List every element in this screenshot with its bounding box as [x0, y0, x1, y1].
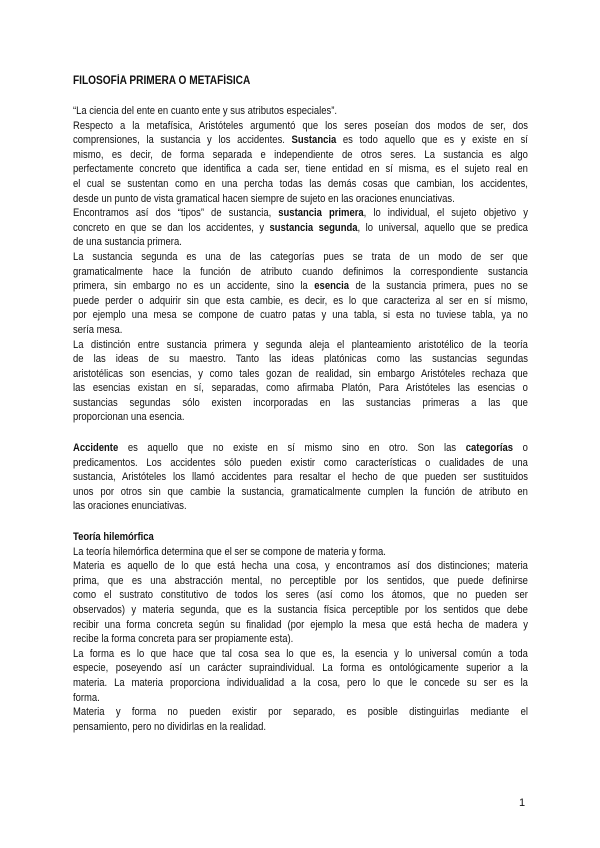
bold-term: Sustancia — [291, 134, 337, 147]
text-line — [73, 338, 528, 353]
text-run: forma. — [73, 691, 100, 704]
text-line — [73, 265, 528, 280]
blank-line — [73, 514, 528, 530]
text-run: gramaticalmente hace la función de atributo cuando definimos la correspondiente sustancia — [73, 265, 528, 278]
text-line — [73, 250, 528, 265]
text-run: o — [513, 442, 528, 455]
text-line — [73, 148, 528, 163]
text-line — [73, 470, 528, 485]
text-run: La forma es lo que hace que tal cosa sea lo que es, la esencia y lo universal común a toda — [73, 647, 528, 660]
text-run: de una sustancia primera. — [73, 236, 182, 249]
text-run: aristotélicas son esencias, y como tales gozan de realidad, sin embargo Aristóteles rechaza que — [73, 367, 528, 380]
text-line — [73, 323, 528, 338]
text-run: sustancias segundas sólo existen incorporadas en las sustancias primeras a las que — [73, 396, 528, 409]
text-line — [73, 647, 528, 662]
text-run: es todo aquello que es y existe en sí — [336, 134, 528, 147]
text-run: las oraciones enunciativas. — [73, 500, 187, 513]
text-run: sería mesa. — [73, 323, 123, 336]
text-run: Materia y forma no pueden existir por separado, es posible distinguirlas mediante el — [73, 706, 528, 719]
text-line — [73, 381, 528, 396]
text-run: , lo individual, el sujeto objetivo y — [363, 207, 528, 220]
bold-term: sustancia segunda — [269, 221, 358, 234]
text-line — [73, 545, 528, 560]
text-line — [73, 691, 528, 706]
text-run: el cual se sustentan como en una percha todas las demás cosas que cambian, los accidentes, — [73, 177, 528, 190]
text-line — [73, 603, 528, 618]
text-run: es aquello que no existe en sí mismo sino en otro. Son las — [118, 442, 466, 455]
blank-line — [73, 425, 528, 441]
text-run: mismo, es decir, de forma separada e independiente de otros seres. La sustancia es algo — [73, 148, 528, 161]
text-run: especie, poseyendo así un carácter supraindividual. La forma es ontológicamente superior a la — [73, 662, 528, 675]
text-line — [73, 410, 528, 425]
text-line — [73, 294, 528, 309]
text-line — [73, 104, 528, 119]
text-line — [73, 618, 528, 633]
text-run: pensamiento, pero no dividirlas en la realidad. — [73, 720, 267, 733]
text-run: materia. La materia proporciona individualidad a la cosa, pero lo que le concede su ser es la — [73, 676, 528, 689]
text-run: “La ciencia del ente en cuanto ente y sus atributos especiales”. — [73, 105, 337, 117]
text-run: puede perder o adquirir sin que esta cambie, es decir, es lo que caracteriza al ser en sí mismo, — [73, 294, 528, 307]
text-line — [73, 206, 528, 221]
bold-term: sustancia primera — [278, 207, 364, 220]
text-run: unos por otros sin que cambie la sustancia, gramaticalmente cumplen la función de atributo en — [73, 485, 528, 498]
text-line — [73, 588, 528, 603]
text-line — [73, 499, 528, 514]
text-run: desde un punto de vista gramatical hacen siempre de sujeto en las oraciones enunciativas. — [73, 192, 455, 205]
text-run: prima, que es una abstracción mental, no perceptible por los sentidos, que puede definirse — [73, 574, 528, 587]
text-line — [73, 396, 528, 411]
text-run: recibir una forma concreta según su finalidad (por ejemplo la mesa que está hecha de madera y — [73, 618, 528, 631]
text-run: como el sustrato constitutivo de todos los seres (así como los átomos, que no pueden ser — [73, 589, 528, 602]
text-line — [73, 162, 528, 177]
text-line — [73, 192, 528, 207]
text-run: comprensiones, la sustancia y los accidentes. — [73, 134, 292, 147]
text-line — [73, 352, 528, 367]
bold-term: Accidente — [73, 442, 119, 455]
text-line — [73, 367, 528, 382]
text-line — [73, 279, 528, 294]
text-run: por ejemplo una mesa se compone de cuatro patas y una tabla, si esta no tuviese tabla, ya no — [73, 309, 528, 322]
text-run: predicamentos. Los accidentes sólo pueden existir como características o cualidades de una — [73, 456, 528, 469]
text-run: Materia es aquello de lo que está hecha una cosa, y encontramos así dos distinciones; materia — [73, 560, 528, 573]
text-line — [73, 308, 528, 323]
text-run: La distinción entre sustancia primera y segunda aleja el planteamiento aristotélico de la teoría — [73, 338, 528, 351]
text-run: La sustancia segunda es una de las categorías pues se trata de un modo de ser que — [73, 250, 528, 263]
text-line — [73, 235, 528, 250]
text-run: de las ideas de su maestro. Tanto las ideas platónicas como las sustancias segundas — [73, 353, 528, 366]
text-line — [73, 705, 528, 720]
text-line — [73, 574, 528, 589]
text-run: , lo universal, aquello que se predica — [357, 221, 528, 234]
text-run: Respecto a la metafísica, Aristóteles argumentó que los seres poseían dos modos de ser, dos — [73, 119, 528, 132]
text-line — [73, 456, 528, 471]
bold-term: esencia — [314, 280, 350, 293]
text-line — [73, 530, 528, 545]
text-line — [73, 177, 528, 192]
page-number: 1 — [519, 797, 526, 809]
text-run: Encontramos así dos “tipos” de sustancia, — [73, 207, 279, 220]
text-run: recibe la forma concreta para ser propiamente esta). — [73, 633, 294, 646]
text-line — [73, 133, 528, 148]
text-run: las esencias existan en sí, separadas, como afirmaba Platón, Para Aristóteles las esencias o — [73, 382, 528, 395]
bold-term: categorías — [465, 442, 514, 455]
text-run: sustancia, Aristóteles los llamó accidentes para resaltar el hecho de que pueden ser sustituidos — [73, 471, 528, 484]
text-line — [73, 119, 528, 134]
text-run: La teoría hilemórfica determina que el ser se compone de materia y forma. — [73, 545, 386, 558]
text-run: de la sustancia primera, pues no se — [349, 280, 528, 293]
text-line — [73, 661, 528, 676]
text-run: proporcionan una esencia. — [73, 411, 185, 424]
text-line — [73, 559, 528, 574]
text-line — [73, 676, 528, 691]
text-run: concreto en que se dan los accidentes, y — [73, 221, 270, 234]
document-title: FILOSOFÍA PRIMERA O METAFÍSICA — [73, 75, 251, 87]
text-run: observados) y materia segunda, que es la sustancia física perceptible por los sentidos que debe — [73, 604, 528, 616]
text-run: perfectamente concreto que identifica a cada ser, tiene entidad en sí misma, es el sujeto real en — [73, 163, 528, 176]
text-line — [73, 221, 528, 236]
text-line — [73, 441, 528, 456]
text-line — [73, 632, 528, 647]
document-body — [73, 104, 528, 734]
bold-term: Teoría hilemórfica — [73, 531, 154, 544]
text-run: primera, sin embargo no es un accidente, sino la — [73, 280, 315, 293]
text-line — [73, 720, 528, 735]
text-line — [73, 485, 528, 500]
